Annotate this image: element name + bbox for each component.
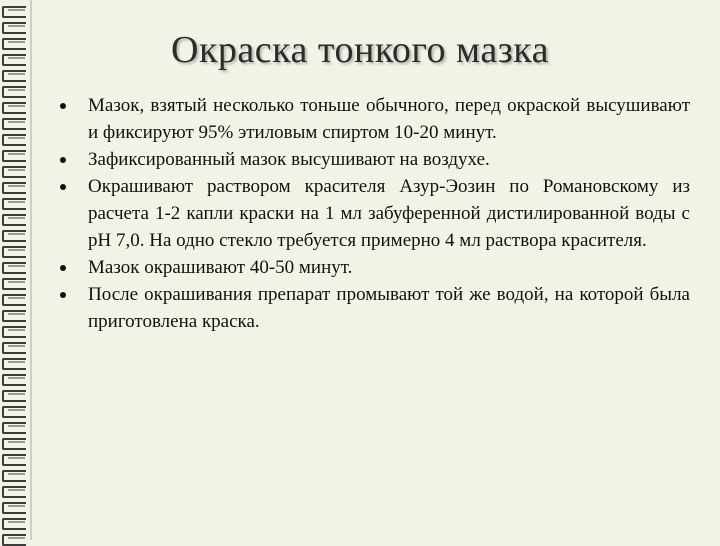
binding-ring-icon xyxy=(2,164,26,178)
binding-ring-icon xyxy=(2,260,26,274)
binding-ring-icon xyxy=(2,468,26,482)
bullet-dot-icon xyxy=(60,265,66,271)
spiral-binding xyxy=(0,0,30,540)
bullet-list xyxy=(58,92,690,335)
binding-ring-icon xyxy=(2,436,26,450)
bullet-dot-icon xyxy=(60,184,66,190)
binding-ring-icon xyxy=(2,500,26,514)
binding-ring-icon xyxy=(2,308,26,322)
binding-ring-icon xyxy=(2,100,26,114)
binding-ring-icon xyxy=(2,388,26,402)
binding-ring-icon xyxy=(2,132,26,146)
bullet-text: Зафиксированный мазок высушивают на воздухе. xyxy=(88,149,490,170)
binding-ring-icon xyxy=(2,532,26,546)
binding-ring-icon xyxy=(2,324,26,338)
binding-ring-icon xyxy=(2,292,26,306)
binding-ring-icon xyxy=(2,340,26,354)
bullet-item xyxy=(58,281,690,335)
binding-ring-icon xyxy=(2,196,26,210)
bullet-item xyxy=(58,146,690,173)
binding-ring-icon xyxy=(2,4,26,18)
binding-ring-icon xyxy=(2,244,26,258)
binding-ring-icon xyxy=(2,372,26,386)
bullet-dot-icon xyxy=(60,103,66,109)
binding-ring-icon xyxy=(2,420,26,434)
binding-ring-icon xyxy=(2,116,26,130)
binding-ring-icon xyxy=(2,276,26,290)
bullet-text: После окрашивания препарат промывают той же водой, на которой была приготовлена краска. xyxy=(88,284,690,332)
slide-title: Окраска тонкого мазка xyxy=(171,29,549,71)
binding-ring-icon xyxy=(2,180,26,194)
binding-ring-icon xyxy=(2,356,26,370)
bullet-dot-icon xyxy=(60,292,66,298)
binding-ring-icon xyxy=(2,228,26,242)
bullet-item xyxy=(58,92,690,146)
binding-ring-icon xyxy=(2,404,26,418)
bullet-item xyxy=(58,173,690,254)
binding-ring-icon xyxy=(2,84,26,98)
bullet-dot-icon xyxy=(60,157,66,163)
bullet-item xyxy=(58,254,690,281)
binding-ring-icon xyxy=(2,212,26,226)
bullet-text: Мазок окрашивают 40-50 минут. xyxy=(88,257,353,278)
bullet-text: Окрашивают раствором красителя Азур-Эозин по Романовскому из расчета 1-2 капли краски на 1 мл забуференной дистилированной воды с pH 7,0. На одно стекло требуется примерно 4 мл раствора красителя. xyxy=(88,176,690,251)
binding-ring-icon xyxy=(2,148,26,162)
page-edge xyxy=(30,0,32,540)
bullet-text: Мазок, взятый несколько тоньше обычного, перед окраской высушивают и фиксируют 95% этиловым спиртом 10-20 минут. xyxy=(88,95,690,143)
binding-ring-icon xyxy=(2,452,26,466)
binding-ring-icon xyxy=(2,484,26,498)
binding-ring-icon xyxy=(2,516,26,530)
